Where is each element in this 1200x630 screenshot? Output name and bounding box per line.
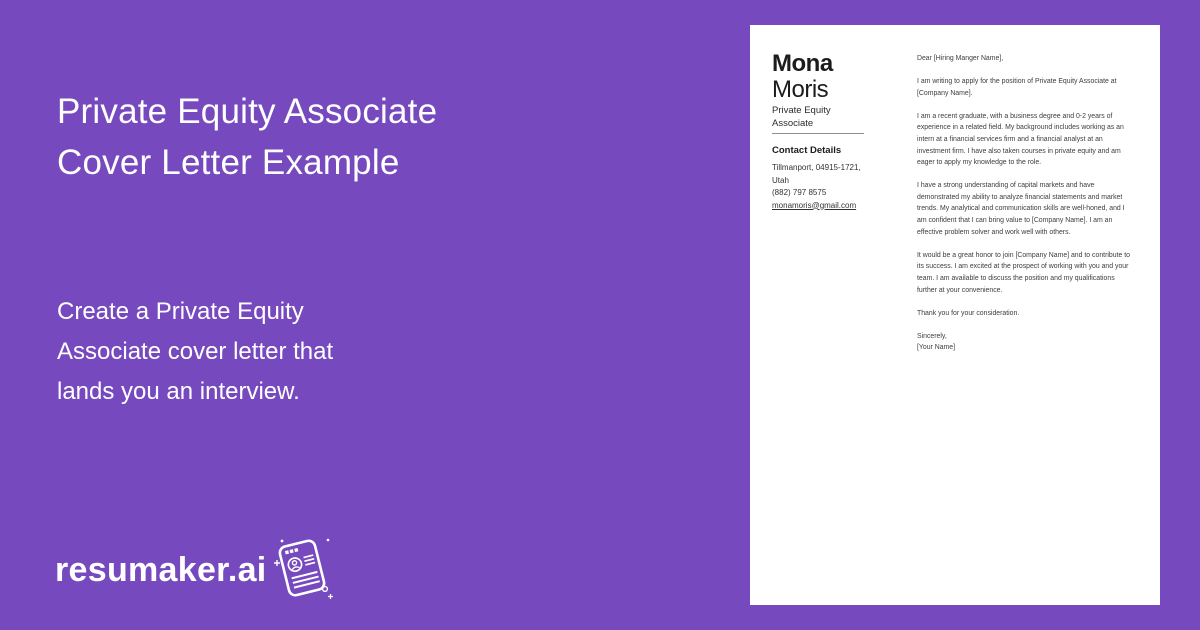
cover-letter-sidebar — [772, 51, 878, 212]
contact-address: Tillmanport, 04915-1721, Utah — [772, 163, 861, 185]
candidate-name — [772, 51, 878, 102]
brand-name: resumaker.ai — [55, 550, 267, 589]
cover-letter-body — [917, 53, 1130, 365]
resume-document-icon — [273, 536, 333, 600]
candidate-first-name: Mona — [772, 50, 833, 77]
letter-paragraph: It would be a great honor to join [Company Name] and to contribute to its success. I am excited at the prospect of working with you and your team. I am available to discuss the position and my qualifications further at your convenience. — [917, 251, 1130, 294]
brand-logo[interactable] — [55, 540, 333, 600]
letter-paragraph: I have a strong understanding of capital markets and have demonstrated my ability to analyze financial statements and market trends. My analytical and communication skills are well-honed, and I am confident that I can bring value to [Company Name]. I am an effective problem solver and work well with others. — [917, 182, 1125, 236]
page-title — [57, 86, 437, 188]
letter-paragraph: I am a recent graduate, with a business degree and 0-2 years of experience in a related field. My background includes working as an intern at a financial services firm and a financial analyst at an investment firm. I have also taken courses in private equity and am eager to apply my knowledge to the role. — [917, 112, 1124, 167]
page-subtitle — [57, 292, 333, 412]
sidebar-divider — [772, 133, 864, 134]
letter-closing: Sincerely, — [917, 332, 947, 340]
candidate-last-name: Moris — [772, 75, 829, 103]
page-subtitle-line-1: Create a Private Equity — [57, 298, 304, 325]
letter-paragraph: Thank you for your consideration. — [917, 309, 1020, 317]
page-title-line-2: Cover Letter Example — [57, 143, 400, 182]
contact-email-link[interactable]: monamoris@gmail.com — [772, 200, 857, 210]
contact-details-heading: Contact Details — [772, 145, 842, 156]
contact-phone: (882) 797 8575 — [772, 188, 827, 197]
candidate-job-title: Private Equity Associate — [772, 105, 831, 129]
letter-paragraph: I am writing to apply for the position of Private Equity Associate at [Company Name]. — [917, 78, 1117, 97]
page-subtitle-line-2: Associate cover letter that — [57, 338, 334, 365]
cover-letter-preview — [750, 25, 1160, 605]
letter-signature: [Your Name] — [917, 344, 956, 352]
page-subtitle-line-3: lands you an interview. — [57, 378, 300, 405]
page-title-line-1: Private Equity Associate — [57, 92, 438, 131]
letter-salutation: Dear [Hiring Manger Name], — [917, 55, 1004, 62]
